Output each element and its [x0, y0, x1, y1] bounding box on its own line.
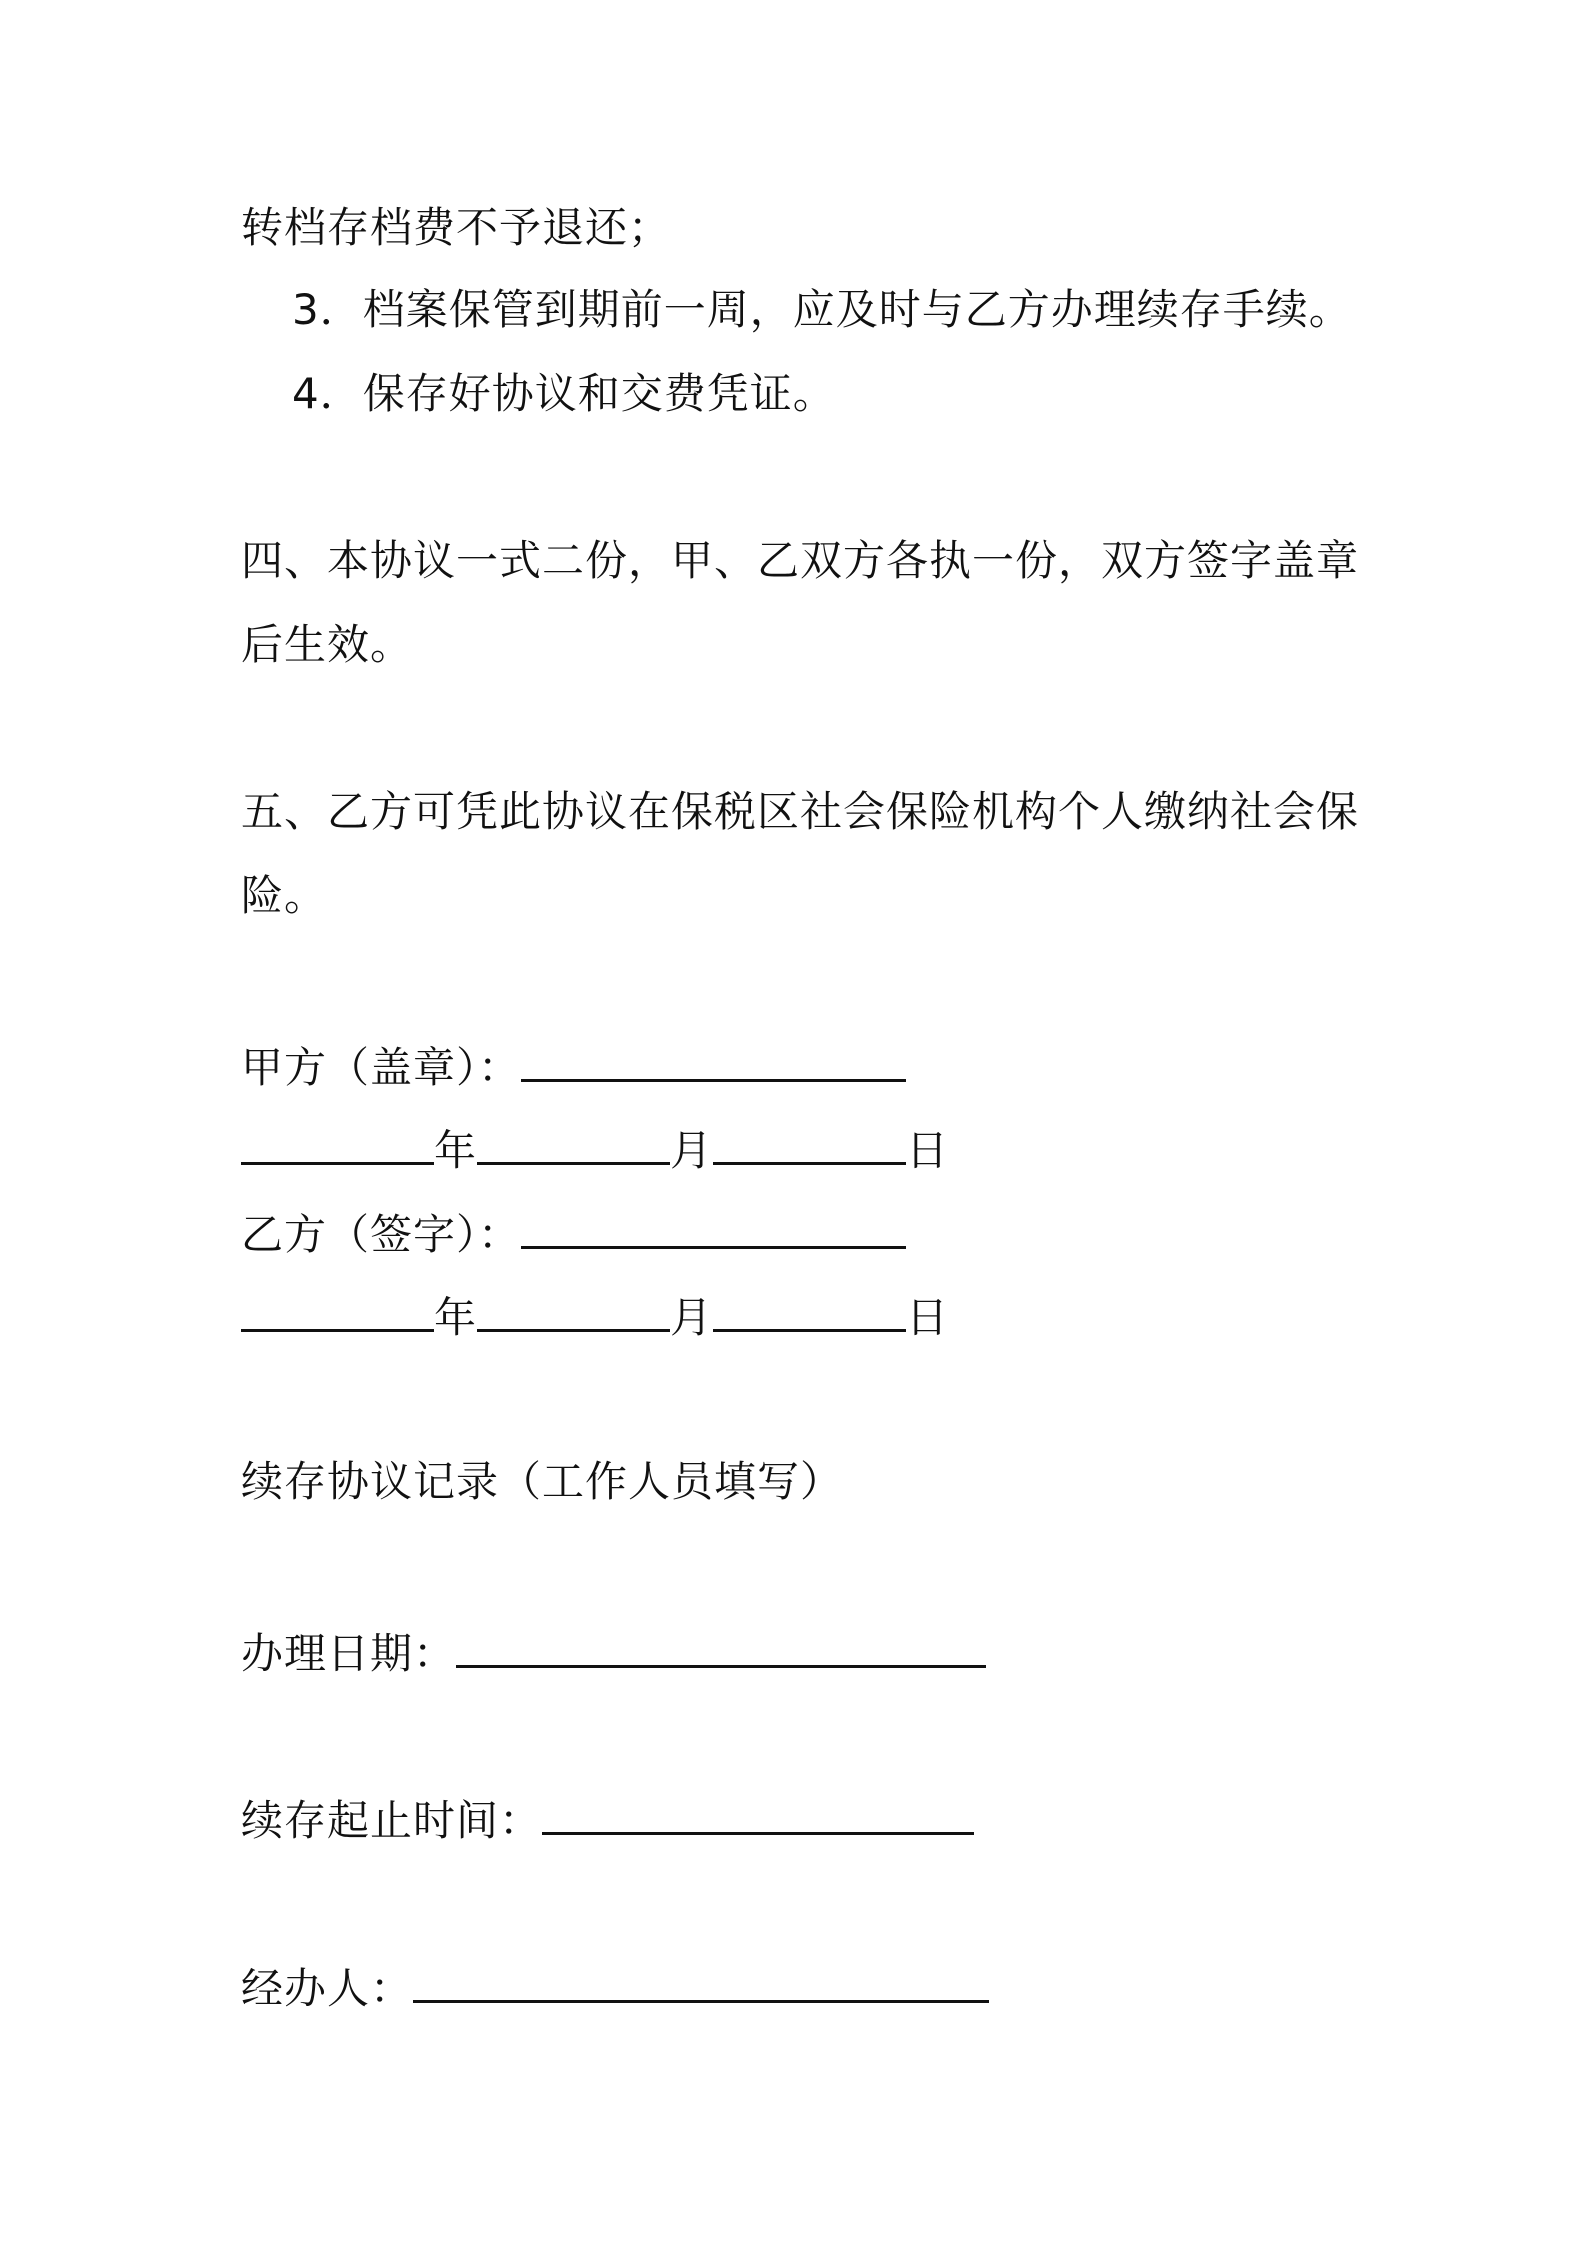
party-b-signature-field[interactable] — [521, 1206, 906, 1249]
handle-date-field[interactable] — [456, 1625, 986, 1668]
party-a-month-field[interactable] — [477, 1122, 670, 1165]
handler-row — [241, 1960, 989, 2014]
handle-date-row — [241, 1625, 986, 1679]
party-a-label: 甲方（盖章）： — [241, 1043, 522, 1092]
month-label: 月 — [670, 1126, 714, 1175]
list-item-4: 4．保存好协议和交费凭证。 — [292, 369, 836, 418]
list-item-3: 3．档案保管到期前一周，应及时与乙方办理续存手续。 — [292, 285, 1352, 334]
party-b-month-field[interactable] — [477, 1289, 670, 1332]
party-b-date-row — [241, 1289, 949, 1343]
party-b-year-field[interactable] — [241, 1289, 434, 1332]
renewal-record-title: 续存协议记录（工作人员填写） — [241, 1457, 844, 1506]
party-a-signature-row — [241, 1039, 906, 1093]
party-a-year-field[interactable] — [241, 1122, 434, 1165]
clause-5-line-1: 五、乙方可凭此协议在保税区社会保险机构个人缴纳社会保 — [241, 787, 1360, 836]
handler-label: 经办人： — [241, 1964, 414, 2013]
day-label: 日 — [906, 1293, 950, 1342]
party-b-day-field[interactable] — [713, 1289, 906, 1332]
day-label: 日 — [906, 1126, 950, 1175]
party-a-date-row — [241, 1122, 949, 1176]
party-b-label: 乙方（签字）： — [241, 1210, 522, 1259]
handle-date-label: 办理日期： — [241, 1629, 457, 1678]
year-label: 年 — [434, 1126, 478, 1175]
paragraph-fee-no-refund: 转档存档费不予退还； — [241, 203, 672, 252]
party-b-signature-row — [241, 1206, 906, 1260]
renewal-period-row — [241, 1792, 974, 1846]
clause-4-line-1: 四、本协议一式二份，甲、乙双方各执一份，双方签字盖章 — [241, 536, 1360, 585]
clause-5-line-2: 险。 — [241, 871, 328, 920]
party-a-seal-field[interactable] — [521, 1039, 906, 1082]
year-label: 年 — [434, 1293, 478, 1342]
party-a-day-field[interactable] — [713, 1122, 906, 1165]
month-label: 月 — [670, 1293, 714, 1342]
renewal-period-label: 续存起止时间： — [241, 1796, 543, 1845]
handler-field[interactable] — [413, 1960, 989, 2003]
renewal-period-field[interactable] — [542, 1792, 974, 1835]
clause-4-line-2: 后生效。 — [241, 620, 414, 669]
